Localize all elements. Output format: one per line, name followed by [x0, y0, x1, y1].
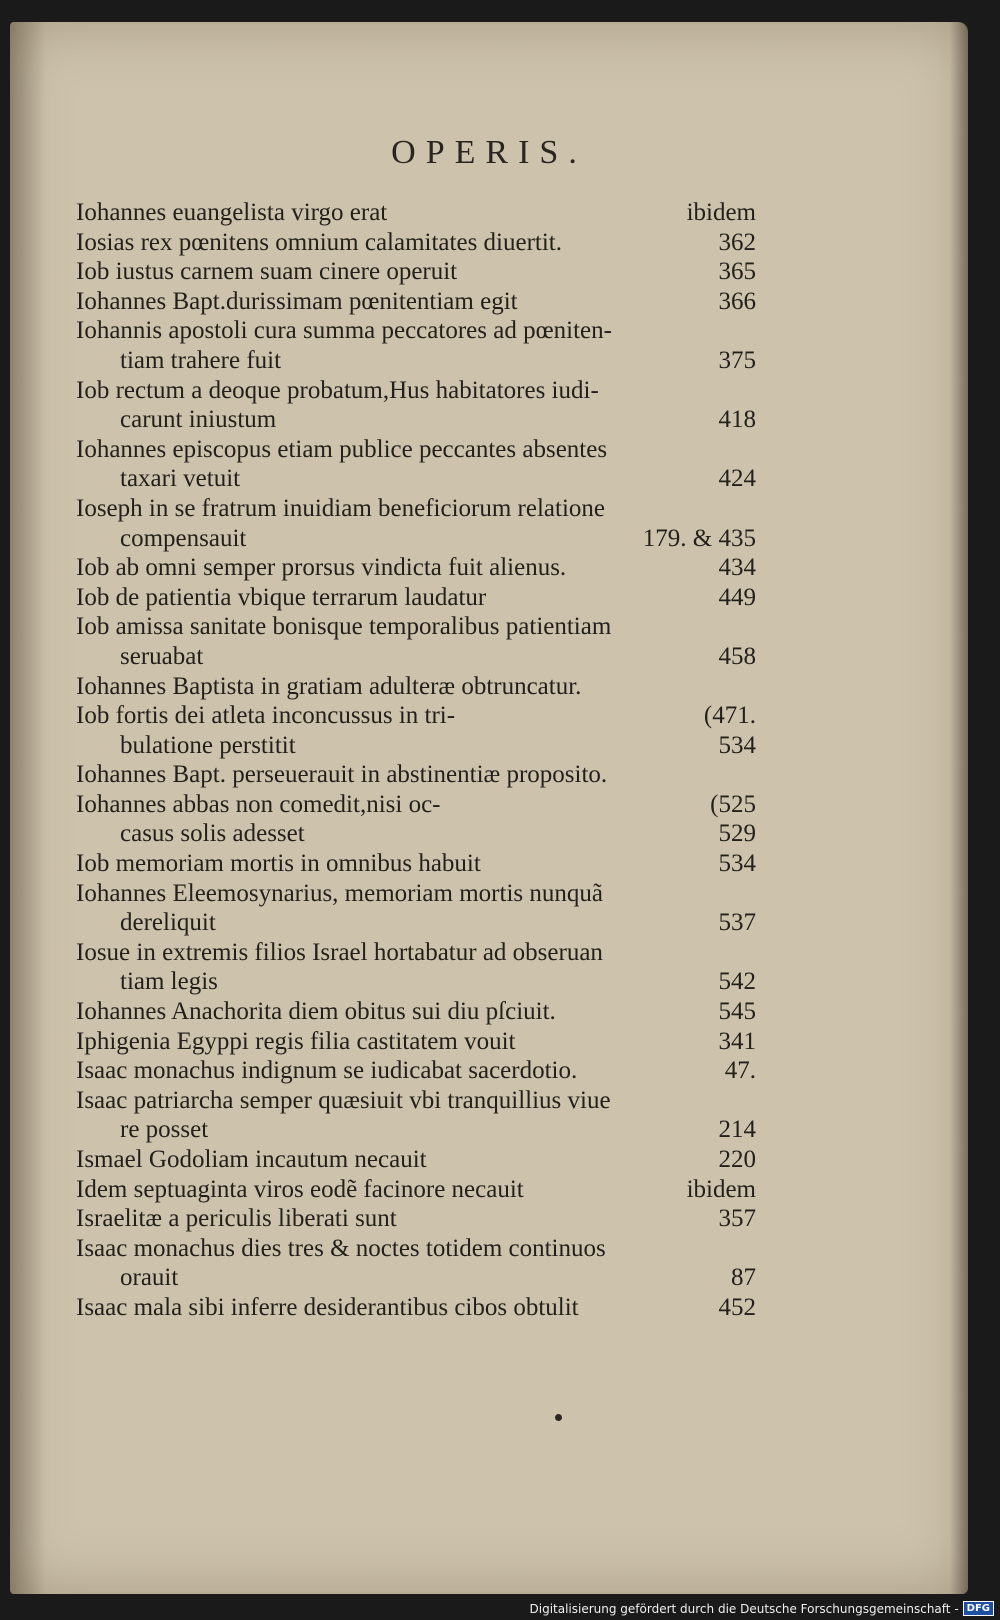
index-entry [76, 257, 756, 287]
index-entry [76, 760, 756, 790]
entry-page-number: 179. & 435 [642, 524, 756, 552]
entry-page-number: 220 [718, 1146, 756, 1173]
entry-text: Idem septuaginta viros eodẽ facinore necauit [76, 1175, 524, 1203]
entry-text: Iphigenia Egyppi regis filia castitatem vouit [76, 1027, 516, 1055]
entry-page-number: 87 [731, 1264, 756, 1292]
entry-page-number: 366 [718, 287, 756, 315]
index-entry [76, 1056, 756, 1086]
index-entry [76, 701, 756, 731]
entry-text: Iohannes Anachorita diem obitus sui diu pſciuit. [76, 998, 556, 1026]
entry-page-number: 375 [718, 346, 756, 374]
entry-page-number: 47. [724, 1057, 756, 1085]
entry-text: Iohannes Bapt. perseuerauit in abstinentiæ proposito. [76, 761, 608, 789]
entry-text: Iohannes Eleemosynarius, memoriam mortis nunquã [76, 879, 603, 907]
index-entry [76, 908, 756, 938]
index-entry [76, 967, 756, 997]
entry-text: re posset [120, 1116, 209, 1144]
entry-page-number: 534 [718, 850, 756, 878]
entry-page-number: 458 [718, 642, 756, 670]
index-entry [76, 346, 756, 376]
entry-page-number: 424 [718, 465, 756, 493]
dfg-logo: DFG [963, 1601, 994, 1616]
entry-page-number: 357 [718, 1205, 756, 1233]
index-entry [76, 524, 756, 554]
index-entry [76, 731, 756, 761]
index-entry [76, 287, 756, 317]
index-entry [76, 1263, 756, 1293]
index-entry [76, 642, 756, 672]
index-entry [76, 435, 756, 465]
entry-text: Iohannis apostoli cura summa peccatores ad pœniten- [76, 317, 612, 345]
index-entries [76, 198, 756, 1323]
entry-page-number: 449 [718, 583, 756, 611]
entry-page-number: 537 [718, 909, 756, 937]
index-entry [76, 583, 756, 613]
index-entry [76, 1086, 756, 1116]
entry-text: Israelitæ a periculis liberati sunt [76, 1205, 397, 1233]
index-entry [76, 494, 756, 524]
entry-text: Iob ab omni semper prorsus vindicta fuit alienus. [76, 554, 567, 582]
index-entry [76, 1175, 756, 1205]
entry-text: Iohannes abbas non comedit,nisi oc- [76, 790, 441, 818]
index-entry [76, 672, 756, 702]
entry-page-number: 534 [718, 731, 756, 759]
entry-page-number: 365 [718, 258, 756, 286]
entry-text: Iohannes Baptista in gratiam adulteræ obtruncatur. [76, 672, 582, 700]
index-entry [76, 849, 756, 879]
index-entry [76, 464, 756, 494]
index-entry [76, 405, 756, 435]
entry-text: Iohannes episcopus etiam publice peccantes absentes [76, 435, 608, 463]
entry-page-number: (525 [710, 790, 756, 818]
entry-text: compensauit [120, 524, 247, 552]
entry-text: Iohannes euangelista virgo erat [76, 199, 388, 226]
entry-text: Iob rectum a deoque probatum,Hus habitatores iudi- [76, 376, 599, 404]
entry-text: Isaac monachus dies tres & noctes totidem continuos [76, 1234, 606, 1262]
index-entry [76, 228, 756, 258]
book-page [10, 22, 968, 1594]
index-entry [76, 879, 756, 909]
entry-text: carunt iniustum [120, 406, 277, 434]
entry-page-number: 529 [718, 820, 756, 848]
index-entry [76, 1115, 756, 1145]
entry-page-number: ibidem [686, 1175, 756, 1203]
entry-page-number: 362 [718, 228, 756, 256]
index-entry [76, 790, 756, 820]
entry-text: bulatione perstitit [120, 731, 296, 759]
entry-text: Iosias rex pœnitens omnium calamitates diuertit. [76, 228, 562, 256]
entry-page-number: 214 [718, 1116, 756, 1144]
index-entry [76, 1234, 756, 1264]
index-entry [76, 316, 756, 346]
entry-page-number: ibidem [686, 199, 756, 226]
index-entry [76, 938, 756, 968]
footer-credit [530, 1601, 995, 1616]
entry-page-number: 542 [718, 968, 756, 996]
page-edge-shadow [950, 22, 968, 1594]
entry-page-number: (471. [703, 702, 756, 730]
entry-page-number: 434 [718, 554, 756, 582]
index-entry [76, 1027, 756, 1057]
page-heading: OPERIS. [391, 134, 587, 171]
entry-text: Ismael Godoliam incautum necauit [76, 1146, 427, 1173]
entry-text: taxari vetuit [120, 465, 241, 493]
entry-text: Iob amissa sanitate bonisque temporalibus patientiam [76, 613, 612, 641]
entry-text: Ioseph in se fratrum inuidiam beneficiorum relatione [76, 494, 605, 522]
entry-text: Iosue in extremis filios Israel hortabatur ad obseruan [76, 938, 603, 966]
entry-text: dereliquit [120, 909, 216, 937]
entry-text: orauit [120, 1264, 179, 1292]
entry-text: Iob memoriam mortis in omnibus habuit [76, 850, 481, 878]
entry-page-number: 418 [718, 406, 756, 434]
entry-text: casus solis adesset [120, 820, 305, 848]
index-entry [76, 1293, 756, 1323]
index-entry [76, 997, 756, 1027]
index-entry [76, 819, 756, 849]
entry-text: Isaac monachus indignum se iudicabat sacerdotio. [76, 1057, 578, 1085]
index-entry [76, 1145, 756, 1175]
index-entry [76, 612, 756, 642]
index-entry [76, 553, 756, 583]
entry-text: Iob iustus carnem suam cinere operuit [76, 258, 458, 286]
footer-credit-text: Digitalisierung gefördert durch die Deutsche Forschungsgemeinschaft - [529, 1601, 959, 1616]
entry-text: Isaac mala sibi inferre desiderantibus cibos obtulit [76, 1293, 579, 1321]
entry-text: Iob de patientia vbique terrarum laudatur [76, 583, 487, 611]
ink-dot [555, 1414, 562, 1421]
entry-page-number: 452 [718, 1293, 756, 1321]
entry-text: tiam legis [120, 968, 218, 996]
index-entry [76, 376, 756, 406]
index-entry [76, 1204, 756, 1234]
entry-text: Isaac patriarcha semper quæsiuit vbi tranquillius viue [76, 1086, 611, 1114]
page-spine-shadow [10, 22, 46, 1594]
entry-text: Iohannes Bapt.durissimam pœnitentiam egit [76, 287, 518, 315]
entry-text: tiam trahere fuit [120, 346, 282, 374]
entry-page-number: 341 [718, 1027, 756, 1055]
index-entry [76, 198, 756, 228]
entry-page-number: 545 [718, 998, 756, 1026]
entry-text: seruabat [120, 642, 204, 670]
entry-text: Iob fortis dei atleta inconcussus in tri- [76, 702, 456, 730]
